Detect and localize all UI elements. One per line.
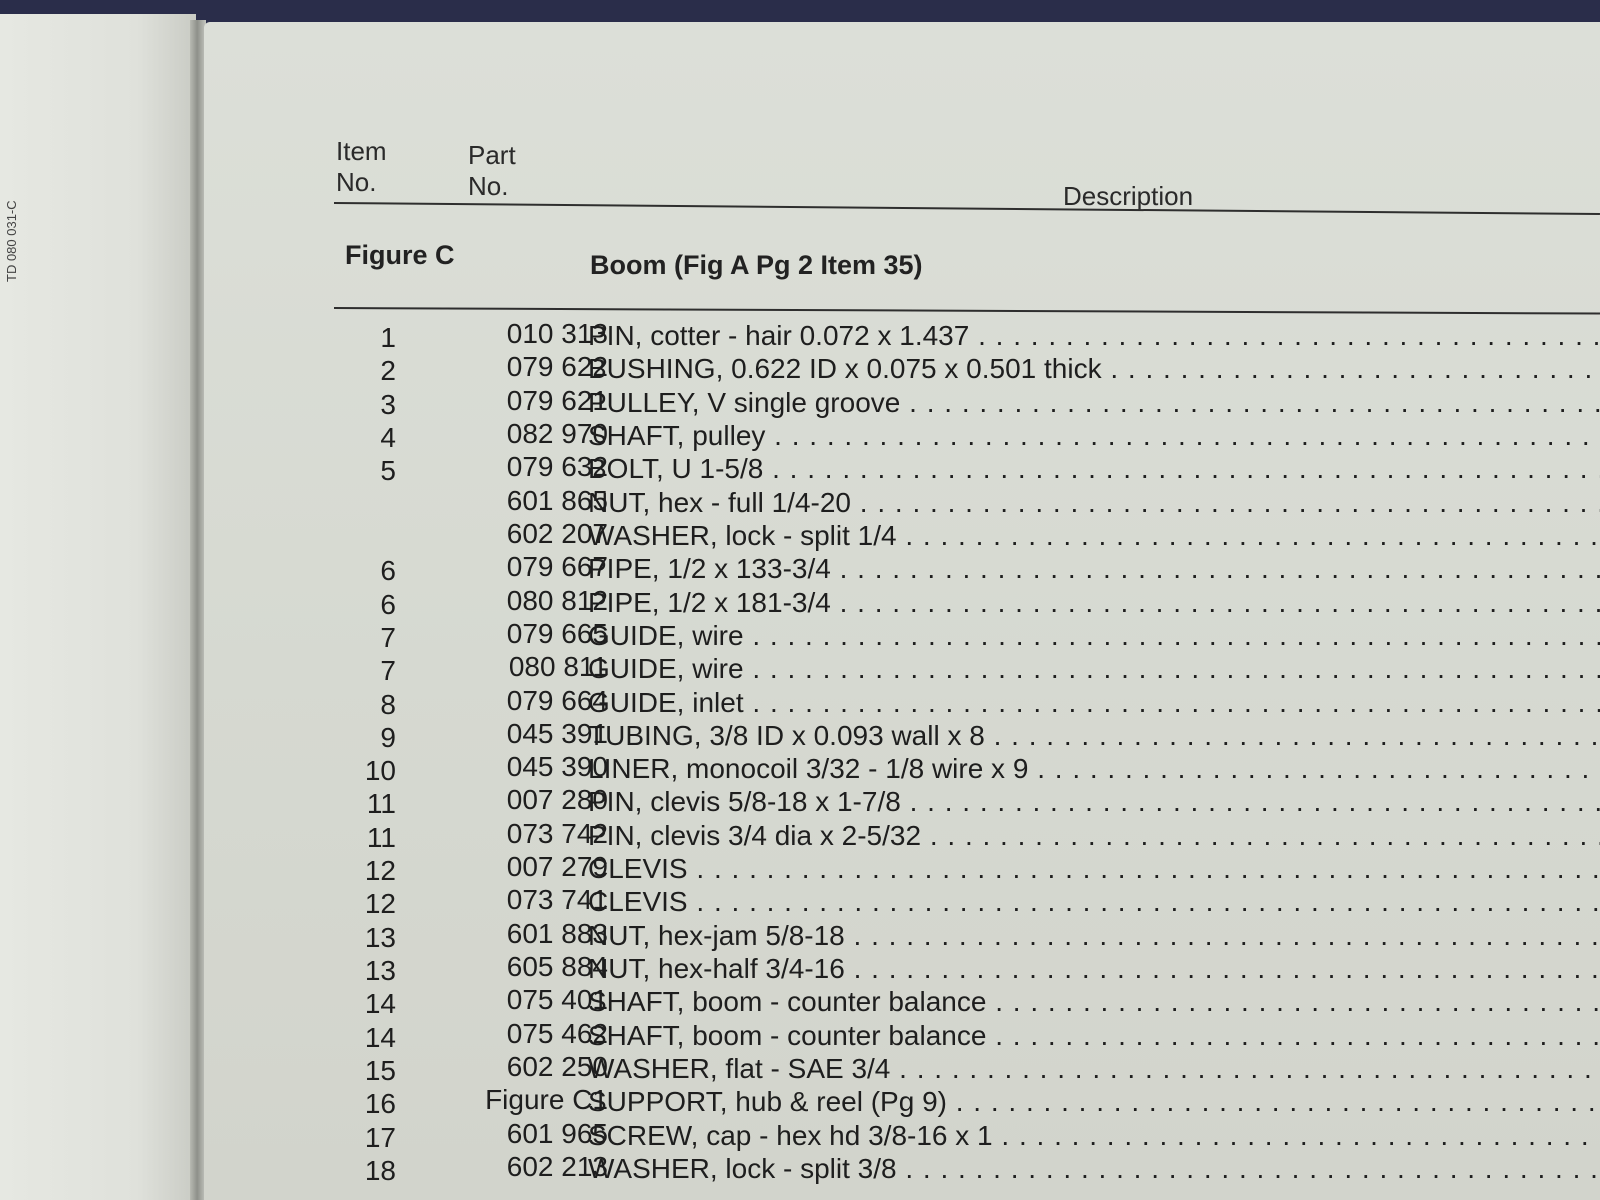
item-no-header-line-1: Item <box>336 136 387 166</box>
item-number: 3 <box>380 388 396 420</box>
part-number: 601 865 <box>506 484 608 516</box>
item-number: 12 <box>364 888 396 920</box>
item-number: 12 <box>364 855 396 887</box>
part-description: PIN, clevis 3/4 dia x 2-5/32 . . . <box>588 820 1600 852</box>
figure-title: Boom (Fig A Pg 2 Item 35) <box>590 250 923 280</box>
item-number: 9 <box>380 721 396 753</box>
description-header: Description <box>1063 181 1194 211</box>
item-number: 6 <box>380 588 396 620</box>
part-description: GUIDE, wire . . . <box>588 653 1600 685</box>
part-number: 079 632 <box>506 451 608 483</box>
item-number: 11 <box>366 788 396 820</box>
part-description: CLEVIS . . . <box>588 886 1600 918</box>
part-number: 075 462 <box>506 1017 608 1049</box>
part-number: 602 213 <box>506 1151 608 1182</box>
part-number: 082 970 <box>506 417 608 449</box>
part-description: SHAFT, boom - counter balance . . . <box>588 986 1600 1018</box>
item-number: 14 <box>364 1021 396 1053</box>
part-description: GUIDE, wire . . . <box>588 620 1600 652</box>
part-number: 601 883 <box>506 917 608 949</box>
part-number: 602 250 <box>506 1051 608 1083</box>
item-no-header-line-2: No. <box>336 167 377 197</box>
part-description: LINER, monocoil 3/32 - 1/8 wire x 9 . . . <box>588 753 1600 785</box>
part-description: SHAFT, boom - counter balance . . . <box>588 1020 1600 1052</box>
item-number: 10 <box>364 755 396 787</box>
part-description: SUPPORT, hub & reel (Pg 9) . . . <box>588 1086 1600 1118</box>
item-number: 2 <box>380 355 396 387</box>
part-number: 080 811 <box>508 651 608 683</box>
figure-label: Figure C <box>345 240 455 270</box>
part-description: WASHER, flat - SAE 3/4 . . . <box>588 1053 1600 1085</box>
part-description: PIPE, 1/2 x 133-3/4 . . . <box>588 553 1600 585</box>
item-number: 1 <box>380 322 396 353</box>
part-number: 007 280 <box>506 784 608 816</box>
part-number: Figure C1 <box>485 1084 608 1116</box>
part-no-header-line-1: Part <box>468 140 516 170</box>
part-description: NUT, hex-jam 5/8-18 . . . <box>588 920 1600 952</box>
part-description: NUT, hex - full 1/4-20 . . . <box>588 487 1600 519</box>
part-number: 073 742 <box>506 817 608 849</box>
part-number: 007 279 <box>506 851 608 883</box>
part-description: WASHER, lock - split 1/4 . . . <box>588 520 1600 552</box>
part-description: PIN, cotter - hair 0.072 x 1.437 . . . <box>588 320 1600 352</box>
part-description: PIN, clevis 5/8-18 x 1-7/8 . . . <box>588 786 1600 818</box>
part-number: 080 812 <box>506 584 608 616</box>
item-number: 7 <box>380 655 396 687</box>
part-number: 605 884 <box>506 951 608 983</box>
item-number: 13 <box>364 955 396 987</box>
part-description: TUBING, 3/8 ID x 0.093 wall x 8 . . . <box>588 720 1600 752</box>
part-number: 073 741 <box>506 884 608 916</box>
part-number: 010 313 <box>506 318 608 349</box>
item-number: 7 <box>380 621 396 653</box>
item-number: 18 <box>364 1155 396 1186</box>
part-description: PIPE, 1/2 x 181-3/4 . . . <box>588 587 1600 619</box>
part-description: BUSHING, 0.622 ID x 0.075 x 0.501 thick . . . <box>588 353 1600 385</box>
item-number: 5 <box>380 455 396 487</box>
item-number: 6 <box>380 555 396 587</box>
part-description: BOLT, U 1-5/8 . . . <box>588 453 1600 485</box>
part-no-header-line-2: No. <box>468 171 509 201</box>
item-number: 15 <box>364 1055 396 1087</box>
part-number: 079 667 <box>506 551 608 583</box>
part-number: 602 207 <box>506 517 608 549</box>
item-number: 4 <box>380 421 396 453</box>
table-row <box>340 1151 1600 1189</box>
item-number: 8 <box>380 688 396 720</box>
part-number: 075 401 <box>506 984 608 1016</box>
part-number: 045 391 <box>506 717 608 749</box>
part-description: CLEVIS . . . <box>588 853 1600 885</box>
item-number: 13 <box>364 921 396 953</box>
part-number: 601 965 <box>506 1117 608 1149</box>
part-number: 079 664 <box>506 684 608 716</box>
part-number: 079 665 <box>506 617 608 649</box>
part-number: 079 622 <box>506 351 608 383</box>
part-description: GUIDE, inlet . . . <box>588 687 1600 719</box>
item-number: 16 <box>364 1088 396 1120</box>
part-number: 079 621 <box>506 384 608 416</box>
item-number: 11 <box>366 821 396 853</box>
part-description: PULLEY, V single groove . . . <box>588 387 1600 419</box>
item-number: 14 <box>364 988 396 1020</box>
item-number: 17 <box>364 1121 396 1153</box>
document-code: TD 080 031-C <box>4 200 19 282</box>
part-description: NUT, hex-half 3/4-16 . . . <box>588 953 1600 985</box>
part-description: SCREW, cap - hex hd 3/8-16 x 1 . . . <box>588 1120 1600 1152</box>
part-description: SHAFT, pulley . . . <box>588 420 1600 452</box>
part-description: WASHER, lock - split 3/8 . . . <box>588 1153 1600 1185</box>
part-number: 045 390 <box>506 751 608 783</box>
